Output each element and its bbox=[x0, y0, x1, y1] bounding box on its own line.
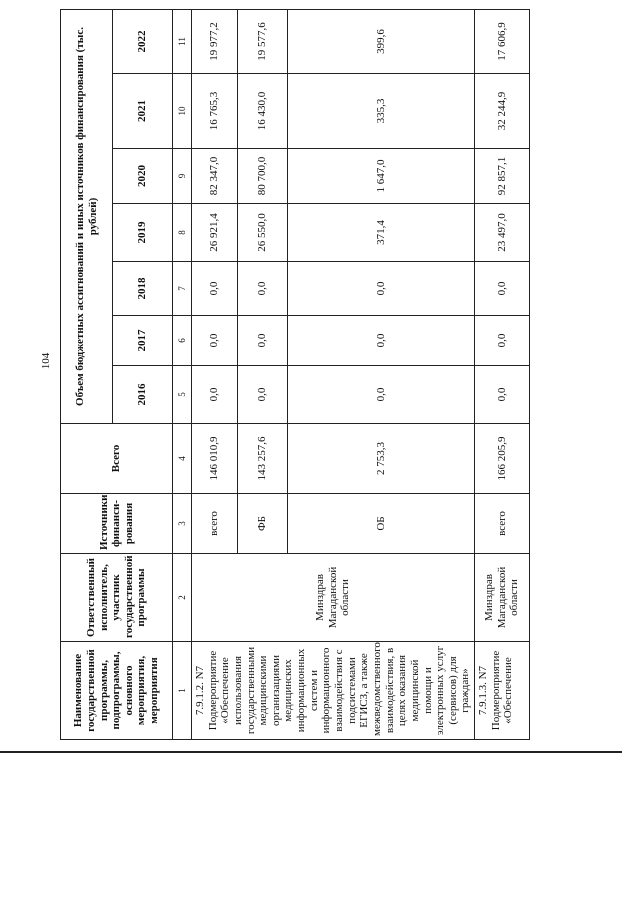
value-cell: 0,0 bbox=[287, 366, 474, 424]
value-cell: 0,0 bbox=[237, 262, 287, 316]
column-number: 9 bbox=[173, 149, 192, 204]
value-cell: 82 347,0 bbox=[192, 149, 238, 204]
funding-table bbox=[60, 9, 530, 740]
row-name-cell: 7.9.1.3. N7 Подмероприятие «Обеспечение bbox=[475, 642, 530, 740]
value-cell: 0,0 bbox=[287, 262, 474, 316]
total-cell: 146 010,9 bbox=[192, 424, 238, 494]
value-cell: 0,0 bbox=[475, 262, 530, 316]
value-cell: 19 977,2 bbox=[192, 9, 238, 73]
page-divider bbox=[0, 751, 622, 753]
row-executor-cell: Минздрав Магаданской области bbox=[475, 554, 530, 642]
value-cell: 16 430,0 bbox=[237, 74, 287, 149]
column-number: 1 bbox=[173, 642, 192, 740]
column-number: 5 bbox=[173, 366, 192, 424]
value-cell: 23 497,0 bbox=[475, 204, 530, 262]
column-number: 3 bbox=[173, 494, 192, 554]
total-cell: 143 257,6 bbox=[237, 424, 287, 494]
value-cell: 26 550,0 bbox=[237, 204, 287, 262]
rotated-table-container bbox=[60, 10, 530, 740]
table-row bbox=[475, 9, 530, 739]
header-funding-title: Объем бюджетных ассигнований и иных источников финансирования (тыс. рублей) bbox=[61, 9, 113, 423]
column-number: 8 bbox=[173, 204, 192, 262]
value-cell: 26 921,4 bbox=[192, 204, 238, 262]
source-cell: ОБ bbox=[287, 494, 474, 554]
row-name-cell: 7.9.1.2. N7 Подмероприятие «Обеспечение использования государственными медицинскими организациями медицинских информационных систем и информационного взаимодействия с подсистемами ЕГИСЗ, а также межведомственного взаимодействия, в целях оказания медицинской помощи и электронных услуг (сервисов) для граждан» bbox=[192, 642, 475, 740]
value-cell: 80 700,0 bbox=[237, 149, 287, 204]
column-number: 6 bbox=[173, 316, 192, 366]
header-year: 2016 bbox=[113, 366, 173, 424]
value-cell: 16 765,3 bbox=[192, 74, 238, 149]
header-year: 2017 bbox=[113, 316, 173, 366]
header-executor: Ответственный исполнитель, участник государственной программы bbox=[61, 554, 173, 642]
value-cell: 19 577,6 bbox=[237, 9, 287, 73]
source-cell: ФБ bbox=[237, 494, 287, 554]
column-number-row bbox=[173, 9, 192, 739]
value-cell: 1 647,0 bbox=[287, 149, 474, 204]
header-year: 2018 bbox=[113, 262, 173, 316]
header-year: 2021 bbox=[113, 74, 173, 149]
value-cell: 399,6 bbox=[287, 9, 474, 73]
header-year: 2019 bbox=[113, 204, 173, 262]
header-name: Наименование государственной программы, подпрограммы, основного мероприятия, мероприятия bbox=[61, 642, 173, 740]
value-cell: 335,3 bbox=[287, 74, 474, 149]
header-year: 2022 bbox=[113, 9, 173, 73]
header-year: 2020 bbox=[113, 149, 173, 204]
header-total: Всего bbox=[61, 424, 173, 494]
header-source: Источники финанси-рования bbox=[61, 494, 173, 554]
value-cell: 0,0 bbox=[237, 366, 287, 424]
column-number: 2 bbox=[173, 554, 192, 642]
value-cell: 371,4 bbox=[287, 204, 474, 262]
value-cell: 17 606,9 bbox=[475, 9, 530, 73]
source-cell: всего bbox=[475, 494, 530, 554]
total-cell: 166 205,9 bbox=[475, 424, 530, 494]
page-number: 104 bbox=[40, 352, 52, 370]
value-cell: 0,0 bbox=[475, 366, 530, 424]
total-cell: 2 753,3 bbox=[287, 424, 474, 494]
value-cell: 0,0 bbox=[475, 316, 530, 366]
column-number: 11 bbox=[173, 9, 192, 73]
column-number: 7 bbox=[173, 262, 192, 316]
value-cell: 0,0 bbox=[192, 316, 238, 366]
value-cell: 92 857,1 bbox=[475, 149, 530, 204]
value-cell: 0,0 bbox=[237, 316, 287, 366]
column-number: 10 bbox=[173, 74, 192, 149]
value-cell: 32 244,9 bbox=[475, 74, 530, 149]
value-cell: 0,0 bbox=[192, 262, 238, 316]
value-cell: 0,0 bbox=[192, 366, 238, 424]
row-executor-cell: Минздрав Магаданской области bbox=[192, 554, 475, 642]
source-cell: всего bbox=[192, 494, 238, 554]
table-row bbox=[192, 9, 238, 739]
column-number: 4 bbox=[173, 424, 192, 494]
value-cell: 0,0 bbox=[287, 316, 474, 366]
